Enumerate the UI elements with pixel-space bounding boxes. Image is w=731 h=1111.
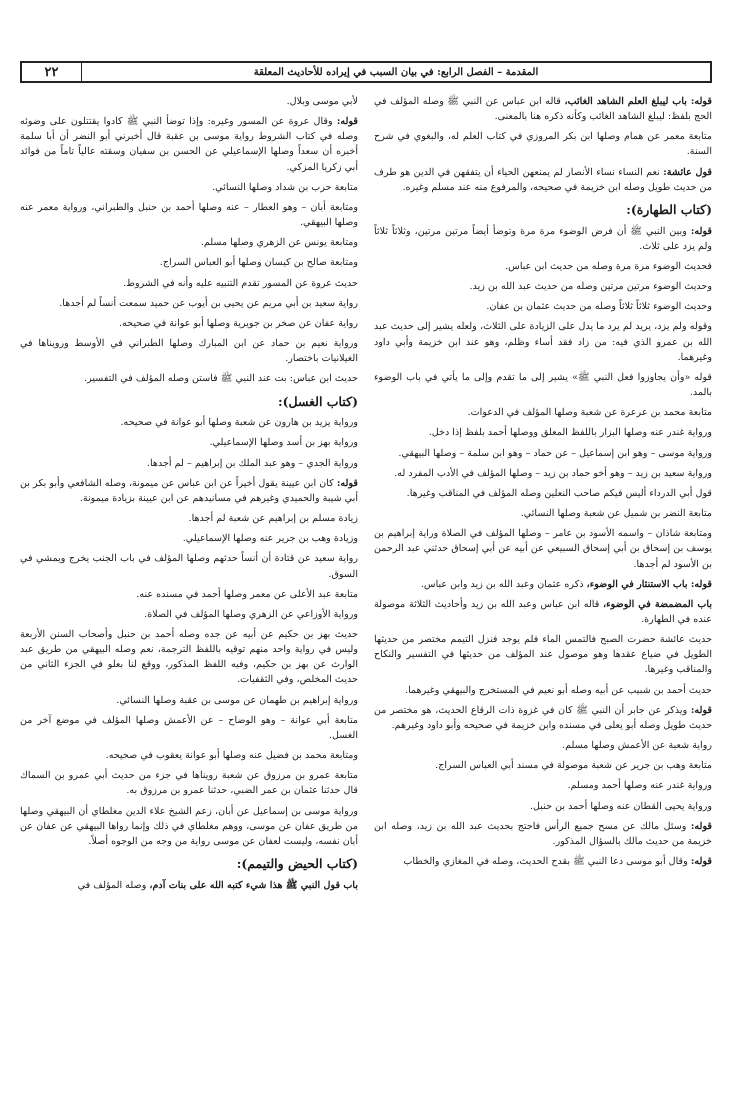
paragraph-text: قول أبي الدرداء أليس فيكم صاحب النعلين وصله المؤلف في المناقب وغيرها. (406, 487, 712, 499)
paragraph (20, 456, 358, 471)
paragraph-text: ذكره عثمان وعبد الله بن زيد وابن عباس. (420, 578, 587, 590)
paragraph-text: متابعة أبي عوانة – وهو الوضاح – عن الأعمش وصلها المؤلف في موضع آخر من الغسل. (20, 714, 358, 741)
paragraph (20, 296, 358, 311)
paragraph (20, 476, 358, 506)
paragraph (20, 316, 358, 331)
paragraph (374, 799, 712, 814)
paragraph (20, 531, 358, 546)
paragraph-text: زيادة مسلم بن إبراهيم عن شعبة لم أجدها. (188, 513, 358, 525)
paragraph (20, 276, 358, 291)
paragraph-text: متابعة النضر بن شميل عن شعبة وصلها النسائي. (520, 508, 712, 520)
paragraph-text: ومتابعة شاذان – واسمه الأسود بن عامر – وصلها المؤلف في الصلاة وراية إبراهيم بن يوسف بن إسحاق بن أبي إسحاق السبيعي عن أبيه عن أبي إسحاق حدثني عبد الرحمن بن الأسود لم أجدها. (374, 528, 712, 570)
paragraph-lead: قوله: (690, 820, 712, 832)
paragraph (374, 526, 712, 571)
paragraph (374, 506, 712, 521)
paragraph (374, 819, 712, 849)
paragraph (20, 336, 358, 366)
paragraph (20, 235, 358, 250)
paragraph-lead: قوله: باب الاستنثار في الوضوء، (586, 578, 712, 590)
paragraph-text: متابعة محمد بن عرعرة عن شعبة وصلها المؤلف في الدعوات. (467, 407, 712, 419)
paragraph-text: ورواية يزيد بن هارون عن شعبة وصلها أبو عوانة في صحيحه. (120, 417, 358, 429)
paragraph (20, 768, 358, 798)
paragraph (374, 129, 712, 159)
section-heading: (كتاب الطهارة): (626, 201, 712, 217)
paragraph-text: حديث بهز بن حكيم عن أبيه عن جده وصله أحمد بن حنبل وأصحاب السنن الأربعة وليس في رواية واحد منهم توقيه باللفظ الترجمة، نعم وصله البيهقي من طريق عبد الوارث عن بهز بن حكيم، وفيه اللفظ المذكور، ووقع لنا بعلو في الجزء الثاني من حديث المخلص، وفي الثقفيات. (20, 628, 358, 686)
paragraph (20, 255, 358, 270)
paragraph-lead: قول عائشة: (663, 166, 712, 178)
paragraph-lead: باب المضمضة في الوضوء، (603, 598, 712, 610)
paragraph (374, 597, 712, 627)
paragraph-text: قاله ابن عباس عن النبي ﷺ وصله المؤلف في الحج بلفظ: ليبلغ الشاهد الغائب وكأنه ذكره هنا بالمعنى. (374, 96, 712, 123)
paragraph (374, 405, 712, 420)
paragraph-text: ورواية سعيد بن زيد – وهو أخو حماد بن زيد – وصلها المؤلف في الأدب المفرد له. (394, 467, 712, 479)
paragraph-text: متابعة عبد الأعلى عن معمر وصلها أحمد في مسنده عنه. (136, 588, 358, 600)
paragraph-lead: قوله: (690, 704, 712, 716)
paragraph-text: نعم النساء نساء الأنصار لم يمنعهن الحياء أن يتفقهن في الدين هو طرف من حديث طويل وصله ابن خزيمة في صحيحه، والمرفوع منه عند مسلم وغيره. (374, 166, 712, 193)
paragraph-text: ورواية موسى بن إسماعيل عن أبان، زعم الشيخ علاء الدين مغلطاي أن البيهقي وصلها من طريق عفان عن موسى، ووهم مغلطاي في ذلك وإنما رواها البيهقي عن عفان عن أبان نفسه، وليست لعفان عن موسى رواية من وجه من الوجوه أصلاً. (20, 805, 358, 847)
paragraph-text: حديث ابن عباس: بت عند النبي ﷺ فاستن وصله المؤلف في التفسير. (84, 373, 358, 385)
paragraph-text: وحديث الوضوء مرتين مرتين وصله من حديث عبد الله بن زيد. (469, 281, 712, 293)
paragraph (374, 703, 712, 733)
paragraph-text: ورواية يحيى القطان عنه وصلها أحمد بن حنبل. (529, 800, 712, 812)
paragraph-text: حديث أحمد بن شبيب عن أبيه وصله أبو نعيم في المستخرج والبيهقي وغيرهما. (405, 684, 712, 696)
paragraph-text: ورواية غندر عنه وصلها البزار باللفظ المعلق ووصلها أحمد بلفظ إذا دخل. (428, 427, 712, 439)
paragraph-text: ومتابعة يونس عن الزهري وصلها مسلم. (200, 237, 358, 249)
paragraph-text: ويذكر عن جابر أن النبي ﷺ كان في غزوة ذات الرقاع الحديث، هو مختصر من حديث طويل وصله أبو يعلى في مسنده وابن خزيمة في صحيحه وأبو داود وغيرهم. (374, 704, 712, 731)
paragraph-text: رواية سعيد عن قتادة أن أنساً حدثهم وصلها المؤلف في باب الجنب يخرج ويمشي في السوق. (20, 553, 358, 580)
paragraph-text: وقال أبو موسى دعا النبي ﷺ بقدح الحديث، وصله في المغازي والخطاب (403, 856, 691, 867)
paragraph (374, 299, 712, 314)
paragraph-text: متابعة عمرو بن مرزوق عن شعبة رويناها في جزء من حديث أبي عمرو بن السماك قال حدثنا عثمان بن عمر الضبي، حدثنا عمرو بن مرزوق به. (20, 770, 358, 797)
paragraph (20, 415, 358, 430)
paragraph-text: ورواية بهز بن أسد وصلها الإسماعيلي. (209, 437, 358, 449)
paragraph (374, 778, 712, 793)
paragraph (20, 878, 358, 893)
right-column (374, 94, 712, 1094)
paragraph (374, 259, 712, 274)
paragraph-text: فحديث الوضوء مرة مرة وصله من حديث ابن عباس. (505, 261, 712, 272)
paragraph (20, 94, 358, 109)
paragraph (20, 371, 358, 386)
paragraph (374, 165, 712, 195)
paragraph-text: لأبي موسى وبلال. (286, 96, 358, 107)
paragraph-lead: قوله: باب ليبلغ العلم الشاهد الغائب، (564, 96, 712, 107)
section-heading: (كتاب الحيض والتيمم): (236, 856, 358, 871)
paragraph-text: ورواية نعيم بن حماد عن ابن المبارك وصلها الطبراني في الأوسط ورويناها في الغيلانيات باختصار. (20, 338, 358, 365)
paragraph-text: قوله «وأن يجاوزوا فعل النبي ﷺ» يشير إلى ما تقدم وإلى ما يأتي في باب الوضوء بالمد. (374, 371, 712, 399)
paragraph-text: وحديث الوضوء ثلاثاً ثلاثاً وصله من حديث عثمان بن عفان. (486, 301, 712, 313)
paragraph (374, 683, 712, 698)
paragraph (374, 224, 712, 254)
section-heading: (كتاب الغسل): (277, 393, 358, 409)
page-header (20, 61, 712, 83)
paragraph-text: وبين النبي ﷺ أن فرض الوضوء مرة مرة وتوضأ أيضاً مرتين مرتين، وثلاثاً ثلاثاً ولم يزد على ثلاث. (374, 225, 712, 252)
paragraph-text: متابعة وهب بن جرير عن شعبة موصولة في مسند أبي العباس السراج. (435, 760, 712, 772)
paragraph (20, 114, 358, 175)
paragraph (20, 804, 358, 849)
paragraph-text: ورواية غندر عنه وصلها أحمد ومسلم. (567, 780, 712, 792)
paragraph-text: رواية سعيد بن أبي مريم عن يحيى بن أيوب عن حميد سمعت أنساً لم أجدها. (59, 297, 358, 309)
paragraph-text: وقوله ولم يزد، يريد لم يرد ما يدل على الزيادة على الثلاث، ولعله يشير إلى حديث عبد الله بن عمرو الذي فيه: من زاد فقد أساء وظلم، وهو عند ابن خزيمة وأبي داود وغيرهما. (374, 321, 712, 363)
paragraph-text: ومتابعة أبان – وهو العطار – عنه وصلها أحمد بن حنبل والطبراني، ورواية معمر عنه وصلها البيهقي. (20, 201, 358, 229)
paragraph (374, 486, 712, 501)
paragraph-text: متابعة معمر عن همام وصلها ابن بكر المروزي في كتاب العلم له، والبغوي في شرح السنة. (374, 131, 712, 158)
paragraph-lead: قوله: (336, 477, 358, 489)
paragraph (20, 587, 358, 602)
paragraph-lead: قوله: (690, 856, 712, 867)
paragraph-text: حديث عروة عن المسور تقدم التنبيه عليه وأنه في الشروط. (123, 277, 358, 289)
paragraph-text: ورواية موسى – وهو ابن إسماعيل – عن حماد – وهو ابن سلمة – وصلها البيهقي. (398, 447, 712, 459)
paragraph-text: ورواية إبراهيم بن طهمان عن موسى بن عقبة وصلها النسائي. (116, 694, 358, 706)
paragraph (20, 200, 358, 230)
paragraph (20, 435, 358, 450)
paragraph-lead: قوله: (690, 225, 712, 237)
paragraph-text: وسئل مالك عن مسح جميع الرأس فاحتج بحديث عبد الله بن زيد، وصله ابن خزيمة من حديث مالك بالسؤال المذكور. (374, 820, 712, 847)
paragraph (374, 577, 712, 592)
paragraph (374, 279, 712, 294)
text-columns (20, 94, 712, 1094)
paragraph (374, 94, 712, 124)
paragraph-lead: باب قول النبي ﷺ هذا شيء كتبه الله على بنات آدم، (149, 879, 358, 891)
paragraph (20, 627, 358, 688)
paragraph-text: متابعة حرب بن شداد وصلها النسائي. (212, 181, 358, 193)
page-header-title: المقدمة – الفصل الرابع: في بيان السبب في إيراده للأحاديث المعلقة (253, 66, 539, 78)
paragraph (20, 511, 358, 526)
paragraph-text: كان ابن عيينة يقول أخيراً عن ابن عباس عن ميمونة، وصله الشافعي وأبو بكر بن أبي شيبة والحميدي وغيرهم في مسانيدهم عن ابن عيينة بزيادة ميمونة. (20, 477, 358, 504)
paragraph-text: ومتابعة محمد بن فضيل عنه وصلها أبو عوانة يعقوب في صحيحه. (105, 750, 358, 762)
page-number: ٢٢ (22, 63, 82, 81)
paragraph (374, 319, 712, 364)
paragraph (374, 466, 712, 481)
paragraph-lead: قوله: (336, 116, 358, 128)
paragraph-text: وقال عروة عن المسور وغيره: وإذا توضأ النبي ﷺ كادوا يقتتلون على وضوئه وصله في كتاب الشروط رواية موسى بن عقبة قال أخبرني أبو النضر أن أبا سلمة أخبره أن سعداً وصلها الإسماعيلي عن الحسن بن سفيان وسقته عالياً تاماً من فوائد أبي زكريا المزكي. (20, 116, 358, 173)
paragraph-text: حديث عائشة حضرت الصبح فالتمس الماء فلم يوجد فنزل التيمم مختصر من حديثها الطويل في ضياع عقدها وهو موصول عند المؤلف من حديثها في التفسير والنكاح والمناقب وغيرها. (374, 634, 712, 676)
paragraph (374, 632, 712, 677)
paragraph (20, 693, 358, 708)
paragraph-text: وزيادة وهب بن جرير عنه وصلها الإسماعيلي. (182, 533, 358, 545)
paragraph (20, 180, 358, 195)
paragraph (20, 713, 358, 743)
paragraph-text: رواية عفان عن صخر بن جويرية وصلها أبو عوانة في صحيحه. (118, 317, 358, 329)
paragraph (374, 425, 712, 440)
paragraph (20, 607, 358, 622)
paragraph (374, 370, 712, 400)
paragraph-text: رواية شعبة عن الأعمش وصلها مسلم. (562, 740, 712, 752)
paragraph (20, 748, 358, 763)
paragraph (20, 551, 358, 581)
paragraph-text: ورواية الأوزاعي عن الزهري وصلها المؤلف في الصلاة. (144, 608, 358, 620)
paragraph (374, 738, 712, 753)
paragraph (374, 854, 712, 869)
left-column (20, 94, 358, 1094)
paragraph-text: قاله ابن عباس وعبد الله بن زيد وأحاديث الثلاثة موصولة عنده في الطهارة. (374, 598, 712, 625)
paragraph-text: ورواية الجدي – وهو عبد الملك بن إبراهيم – لم أجدها. (146, 457, 358, 469)
paragraph (374, 758, 712, 773)
paragraph-text: ومتابعة صالح بن كيسان وصلها أبو العباس السراج. (159, 257, 358, 269)
paragraph-text: وصله المؤلف في (77, 879, 150, 891)
paragraph (374, 446, 712, 461)
